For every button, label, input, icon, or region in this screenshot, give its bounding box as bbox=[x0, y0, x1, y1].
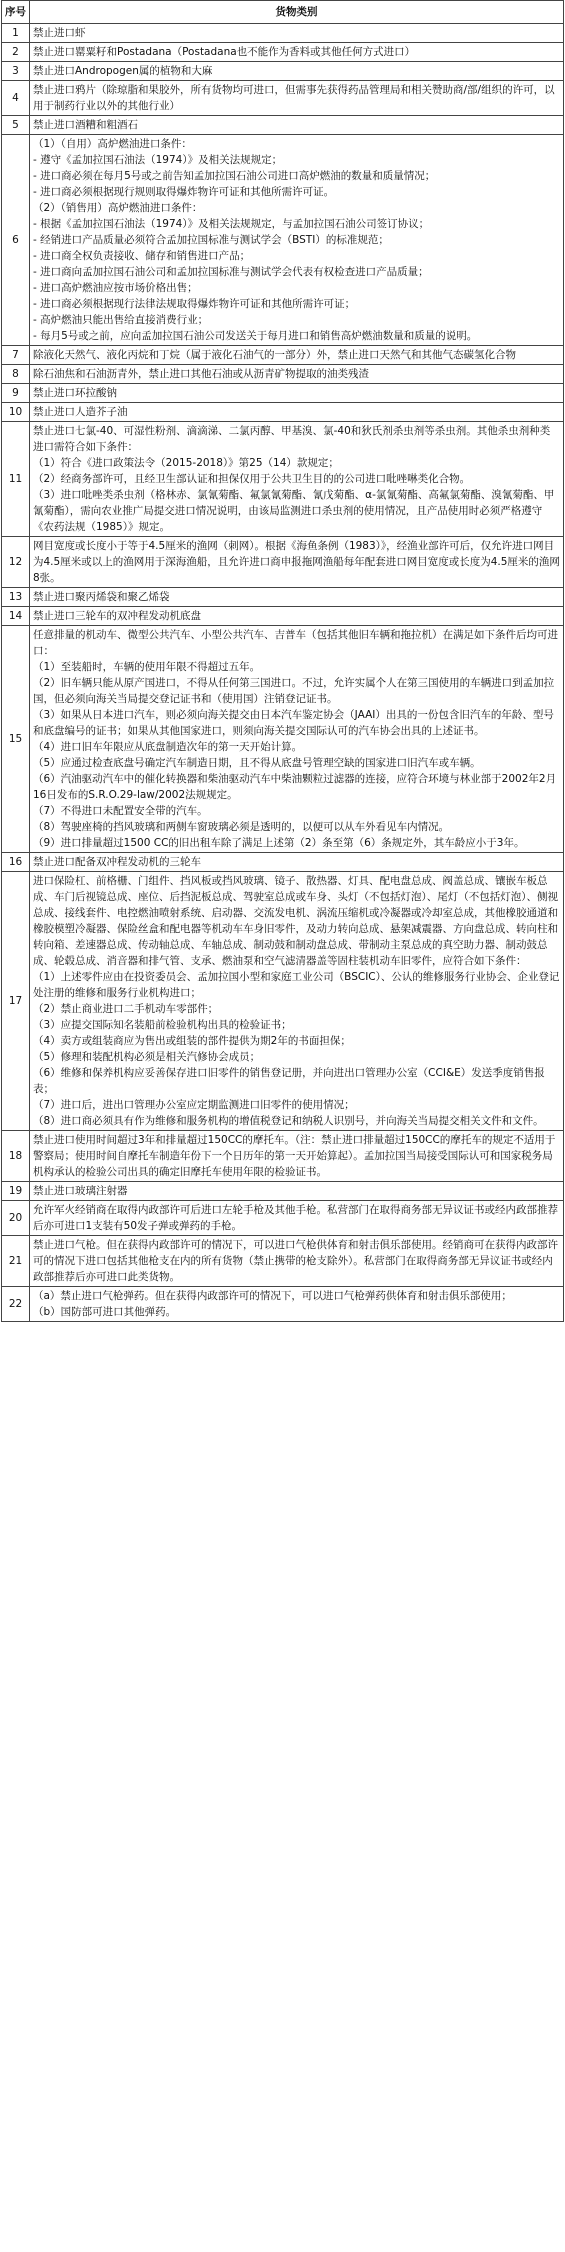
row-number: 11 bbox=[2, 422, 30, 537]
row-number: 21 bbox=[2, 1236, 30, 1287]
row-number: 5 bbox=[2, 116, 30, 135]
row-number: 7 bbox=[2, 346, 30, 365]
row-number: 10 bbox=[2, 403, 30, 422]
row-number: 8 bbox=[2, 365, 30, 384]
row-description bbox=[30, 607, 564, 626]
description-line: - 高炉燃油只能出售给直接消费行业； bbox=[33, 314, 209, 326]
row-description bbox=[30, 384, 564, 403]
row-number: 14 bbox=[2, 607, 30, 626]
row-description bbox=[30, 43, 564, 62]
row-number: 15 bbox=[2, 626, 30, 853]
table-row bbox=[2, 135, 564, 346]
table-row bbox=[2, 1131, 564, 1182]
row-description bbox=[30, 135, 564, 346]
description-line: （7）不得进口未配置安全带的汽车。 bbox=[33, 805, 208, 817]
description-line: （8）驾驶座椅的挡风玻璃和两侧车窗玻璃必须是透明的，以便可以从车外看见车内情况。 bbox=[33, 821, 450, 833]
description-line: （1）至装船时，车辆的使用年限不得超过五年。 bbox=[33, 661, 261, 673]
row-number: 9 bbox=[2, 384, 30, 403]
table-row bbox=[2, 62, 564, 81]
table-row bbox=[2, 422, 564, 537]
description-line: 禁止进口使用时间超过3年和排量超过150CC的摩托车。（注：禁止进口排量超过150CC的摩托车的规定不适用于警察局；使用时间自摩托车制造年份下一个日历年的第一天开始算起）。孟加拉国当局接受国际认可和国家税务局机构承认的检验公司出具的确定旧摩托车使用年限的检验证书。 bbox=[33, 1134, 556, 1178]
row-number: 3 bbox=[2, 62, 30, 81]
description-line: - 每月5号或之前，应向孟加拉国石油公司发送关于每月进口和销售高炉燃油数量和质量的说明。 bbox=[33, 330, 478, 342]
header-goods-category: 货物类别 bbox=[30, 1, 564, 24]
description-line: （8）进口商必须具有作为维修和服务机构的增值税登记和纳税人识别号，并向海关当局提交相关文件和文件。 bbox=[33, 1115, 544, 1127]
row-number: 4 bbox=[2, 81, 30, 116]
description-line: - 经销进口产品质量必须符合孟加拉国标准与测试学会（BSTI）的标准规范； bbox=[33, 234, 389, 246]
description-line: （6）维修和保养机构应妥善保存进口旧零件的销售登记册，并向进出口管理办公室（CCI&E）发送季度销售报表； bbox=[33, 1067, 545, 1095]
description-line: （9）进口排量超过1500 CC的旧出租车除了满足上述第（2）条至第（6）条规定外，其车龄应小于3年。 bbox=[33, 837, 525, 849]
table-row bbox=[2, 346, 564, 365]
row-description bbox=[30, 1182, 564, 1201]
description-line: 禁止进口人造芥子油 bbox=[33, 406, 128, 418]
description-line: - 进口商必须在每月5号或之前告知孟加拉国石油公司进口高炉燃油的数量和质量情况； bbox=[33, 170, 436, 182]
description-line: （4）卖方或组装商应为售出或组装的部件提供为期2年的书面担保； bbox=[33, 1035, 351, 1047]
description-line: 禁止进口配备双冲程发动机的三轮车 bbox=[33, 856, 201, 868]
table-row bbox=[2, 81, 564, 116]
description-line: - 根据《孟加拉国石油法（1974）》及相关法规规定，与孟加拉国石油公司签订协议； bbox=[33, 218, 430, 230]
row-description bbox=[30, 1236, 564, 1287]
description-line: 禁止进口气枪。但在获得内政部许可的情况下，可以进口气枪供体育和射击俱乐部使用。经销商可在获得内政部许可的情况下进口包括其他枪支在内的所有货物（禁止携带的枪支除外）。私营部门在取得商务部无异议证书或经内政部推荐后亦可进口此类货物。 bbox=[33, 1239, 558, 1283]
row-description bbox=[30, 346, 564, 365]
row-description bbox=[30, 853, 564, 872]
description-line: 禁止进口虾 bbox=[33, 27, 86, 39]
table-row bbox=[2, 116, 564, 135]
goods-category-table bbox=[1, 0, 564, 1322]
row-description bbox=[30, 116, 564, 135]
description-line: （5）应通过检查底盘号确定汽车制造日期，且不得从底盘号管理空缺的国家进口旧汽车或车辆。 bbox=[33, 757, 481, 769]
description-line: - 进口商必须根据现行规则取得爆炸物许可证和其他所需许可证。 bbox=[33, 186, 335, 198]
description-line: （7）进口后，进出口管理办公室应定期监测进口旧零件的使用情况； bbox=[33, 1099, 355, 1111]
description-line: 禁止进口罂粟籽和Postadana（Postadana也不能作为香料或其他任何方式进口） bbox=[33, 46, 416, 58]
row-number: 6 bbox=[2, 135, 30, 346]
description-line: 允许军火经销商在取得内政部许可后进口左轮手枪及其他手枪。私营部门在取得商务部无异议证书或经内政部推荐后亦可进口1支装有50发子弹或弹药的手枪。 bbox=[33, 1204, 558, 1232]
row-description bbox=[30, 81, 564, 116]
table-header-row bbox=[2, 1, 564, 24]
row-description bbox=[30, 1131, 564, 1182]
description-line: 禁止进口环拉酸钠 bbox=[33, 387, 117, 399]
description-line: （b）国防部可进口其他弹药。 bbox=[33, 1306, 177, 1318]
description-line: （2）禁止商业进口二手机动车零部件； bbox=[33, 1003, 219, 1015]
description-line: - 遵守《孟加拉国石油法（1974）》及相关法规规定； bbox=[33, 154, 283, 166]
table-row bbox=[2, 403, 564, 422]
table-row bbox=[2, 537, 564, 588]
row-description bbox=[30, 626, 564, 853]
description-line: - 进口商向孟加拉国石油公司和孟加拉国标准与测试学会代表有权检查进口产品质量； bbox=[33, 266, 429, 278]
table-row bbox=[2, 24, 564, 43]
description-line: - 进口高炉燃油应按市场价格出售； bbox=[33, 282, 198, 294]
table-row bbox=[2, 607, 564, 626]
description-line: 禁止进口玻璃注射器 bbox=[33, 1185, 128, 1197]
row-description bbox=[30, 1287, 564, 1322]
row-description bbox=[30, 403, 564, 422]
row-description bbox=[30, 62, 564, 81]
header-serial-number: 序号 bbox=[2, 1, 30, 24]
description-line: （3）如果从日本进口汽车，则必须向海关提交由日本汽车鉴定协会（JAAI）出具的一份包含旧汽车的年龄、型号和底盘编号的证书；如果从其他国家进口，则须向海关提交国际认可的汽车协会出具的上述证书。 bbox=[33, 709, 554, 737]
description-line: 除石油焦和石油沥青外，禁止进口其他石油或从沥青矿物提取的油类残渣 bbox=[33, 368, 369, 380]
table-row bbox=[2, 1201, 564, 1236]
description-line: 禁止进口七氯-40、可湿性粉剂、滴滴涕、二氯丙醇、甲基溴、氯-40和狄氏剂杀虫剂等杀虫剂。其他杀虫剂种类进口需符合如下条件： bbox=[33, 425, 551, 453]
row-description bbox=[30, 1201, 564, 1236]
table-row bbox=[2, 365, 564, 384]
description-line: （5）修理和装配机构必须是相关汽修协会成员； bbox=[33, 1051, 261, 1063]
description-line: （6）汽油驱动汽车中的催化转换器和柴油驱动汽车中柴油颗粒过滤器的连接，应符合环境与林业部于2002年2月16日发布的S.R.O.29-law/2002法规规定。 bbox=[33, 773, 557, 801]
table-row bbox=[2, 872, 564, 1131]
row-number: 2 bbox=[2, 43, 30, 62]
description-line: 进口保险杠、前格栅、门组件、挡风板或挡风玻璃、镜子、散热器、灯具、配电盘总成、阀盖总成、镶嵌车板总成、车门后视镜总成、座位、后挡泥板总成、驾驶室总成或车身、头灯（不包括灯泡）、尾灯（不包括灯泡）、侧视总成、接线套件、电控燃油喷射系统、启动器、交流发电机、涡流压缩机或冷凝器或冷却室总成，其他橡胶通道和橡胶模塑冷凝器、保险丝盒和配电器等机动车车身旧零件，及动力转向总成、悬架减震器、方向盘总成、转向柱和转向箱、差速器总成、传动轴总成、车轴总成、制动鼓和制动盘总成、带制动主泵总成的真空助力器、制动鼓总成、轮毂总成、消音器和排气管、支承、燃油泵和空气滤清器盖等固柱装机动车旧零件，应符合如下条件： bbox=[33, 875, 558, 967]
description-line: （2）（销售用）高炉燃油进口条件： bbox=[33, 202, 203, 214]
table-row bbox=[2, 384, 564, 403]
row-description bbox=[30, 872, 564, 1131]
row-number: 1 bbox=[2, 24, 30, 43]
description-line: 除液化天然气、液化丙烷和丁烷（属于液化石油气的一部分）外，禁止进口天然气和其他气态碳氢化合物 bbox=[33, 349, 516, 361]
row-number: 22 bbox=[2, 1287, 30, 1322]
table-row bbox=[2, 626, 564, 853]
row-number: 18 bbox=[2, 1131, 30, 1182]
row-number: 12 bbox=[2, 537, 30, 588]
description-line: （3）进口吡唑类杀虫剂（格林赤、氯氰菊酯、氟氯氰菊酯、氰戊菊酯、α-氯氰菊酯、高氟氯菊酯、溴氰菊酯、甲氰菊酯），需向农业推广局提交进口情况说明，由该局监测进口杀虫剂的使用情况，且产品使用时必须严格遵守《农药法规（1985）》规定。 bbox=[33, 489, 555, 533]
table-row bbox=[2, 1236, 564, 1287]
row-description bbox=[30, 365, 564, 384]
description-line: （2）经商务部许可，且经卫生部认证和担保仅用于公共卫生目的的公司进口吡唑啉类化合物。 bbox=[33, 473, 471, 485]
description-line: 禁止进口鸦片（除琼脂和果胶外，所有货物均可进口，但需事先获得药品管理局和相关赞助商/部/组织的许可，以用于制药行业以外的其他行业） bbox=[33, 84, 555, 112]
row-number: 19 bbox=[2, 1182, 30, 1201]
table-row bbox=[2, 43, 564, 62]
table-row bbox=[2, 1182, 564, 1201]
row-number: 13 bbox=[2, 588, 30, 607]
description-line: （4）进口旧车年限应从底盘制造次年的第一天开始计算。 bbox=[33, 741, 303, 753]
row-description bbox=[30, 24, 564, 43]
description-line: （1）（自用）高炉燃油进口条件： bbox=[33, 138, 192, 150]
row-description bbox=[30, 537, 564, 588]
description-line: 任意排量的机动车、微型公共汽车、小型公共汽车、吉普车（包括其他旧车辆和拖拉机）在满足如下条件后均可进口： bbox=[33, 629, 558, 657]
description-line: 禁止进口Andropogen属的植物和大麻 bbox=[33, 65, 213, 77]
row-number: 16 bbox=[2, 853, 30, 872]
description-line: - 进口商必须根据现行法律法规取得爆炸物许可证和其他所需许可证； bbox=[33, 298, 356, 310]
description-line: 网目宽度或长度小于等于4.5厘米的渔网（刺网）。根据《海鱼条例（1983）》，经渔业部许可后，仅允许进口网目为4.5厘米或以上的渔网用于深海渔船，且允许进口商申报拖网渔船每年配套进口网目宽度或长度为4.5厘米的渔网8张。 bbox=[33, 540, 560, 584]
table-row bbox=[2, 588, 564, 607]
row-description bbox=[30, 588, 564, 607]
description-line: （2）旧车辆只能从原产国进口，不得从任何第三国进口。不过，允许实属个人在第三国使用的车辆进口到孟加拉国，但必须向海关当局提交登记证书和（使用国）注销登记证书。 bbox=[33, 677, 555, 705]
table-row bbox=[2, 853, 564, 872]
row-description bbox=[30, 422, 564, 537]
row-number: 17 bbox=[2, 872, 30, 1131]
description-line: （1）上述零件应由在投资委员会、孟加拉国小型和家庭工业公司（BSCIC）、公认的维修服务行业协会、企业登记处注册的维修和服务行业机构进口； bbox=[33, 971, 560, 999]
description-line: 禁止进口三轮车的双冲程发动机底盘 bbox=[33, 610, 201, 622]
description-line: （a）禁止进口气枪弹药。但在获得内政部许可的情况下，可以进口气枪弹药供体育和射击俱乐部使用； bbox=[33, 1290, 512, 1302]
row-number: 20 bbox=[2, 1201, 30, 1236]
description-line: 禁止进口聚丙烯袋和聚乙烯袋 bbox=[33, 591, 170, 603]
description-line: 禁止进口酒糟和粗酒石 bbox=[33, 119, 138, 131]
table-row bbox=[2, 1287, 564, 1322]
description-line: （1）符合《进口政策法令（2015-2018）》第25（14）款规定； bbox=[33, 457, 339, 469]
description-line: （3）应提交国际知名装船前检验机构出具的检验证书； bbox=[33, 1019, 292, 1031]
description-line: - 进口商全权负责接收、储存和销售进口产品； bbox=[33, 250, 251, 262]
